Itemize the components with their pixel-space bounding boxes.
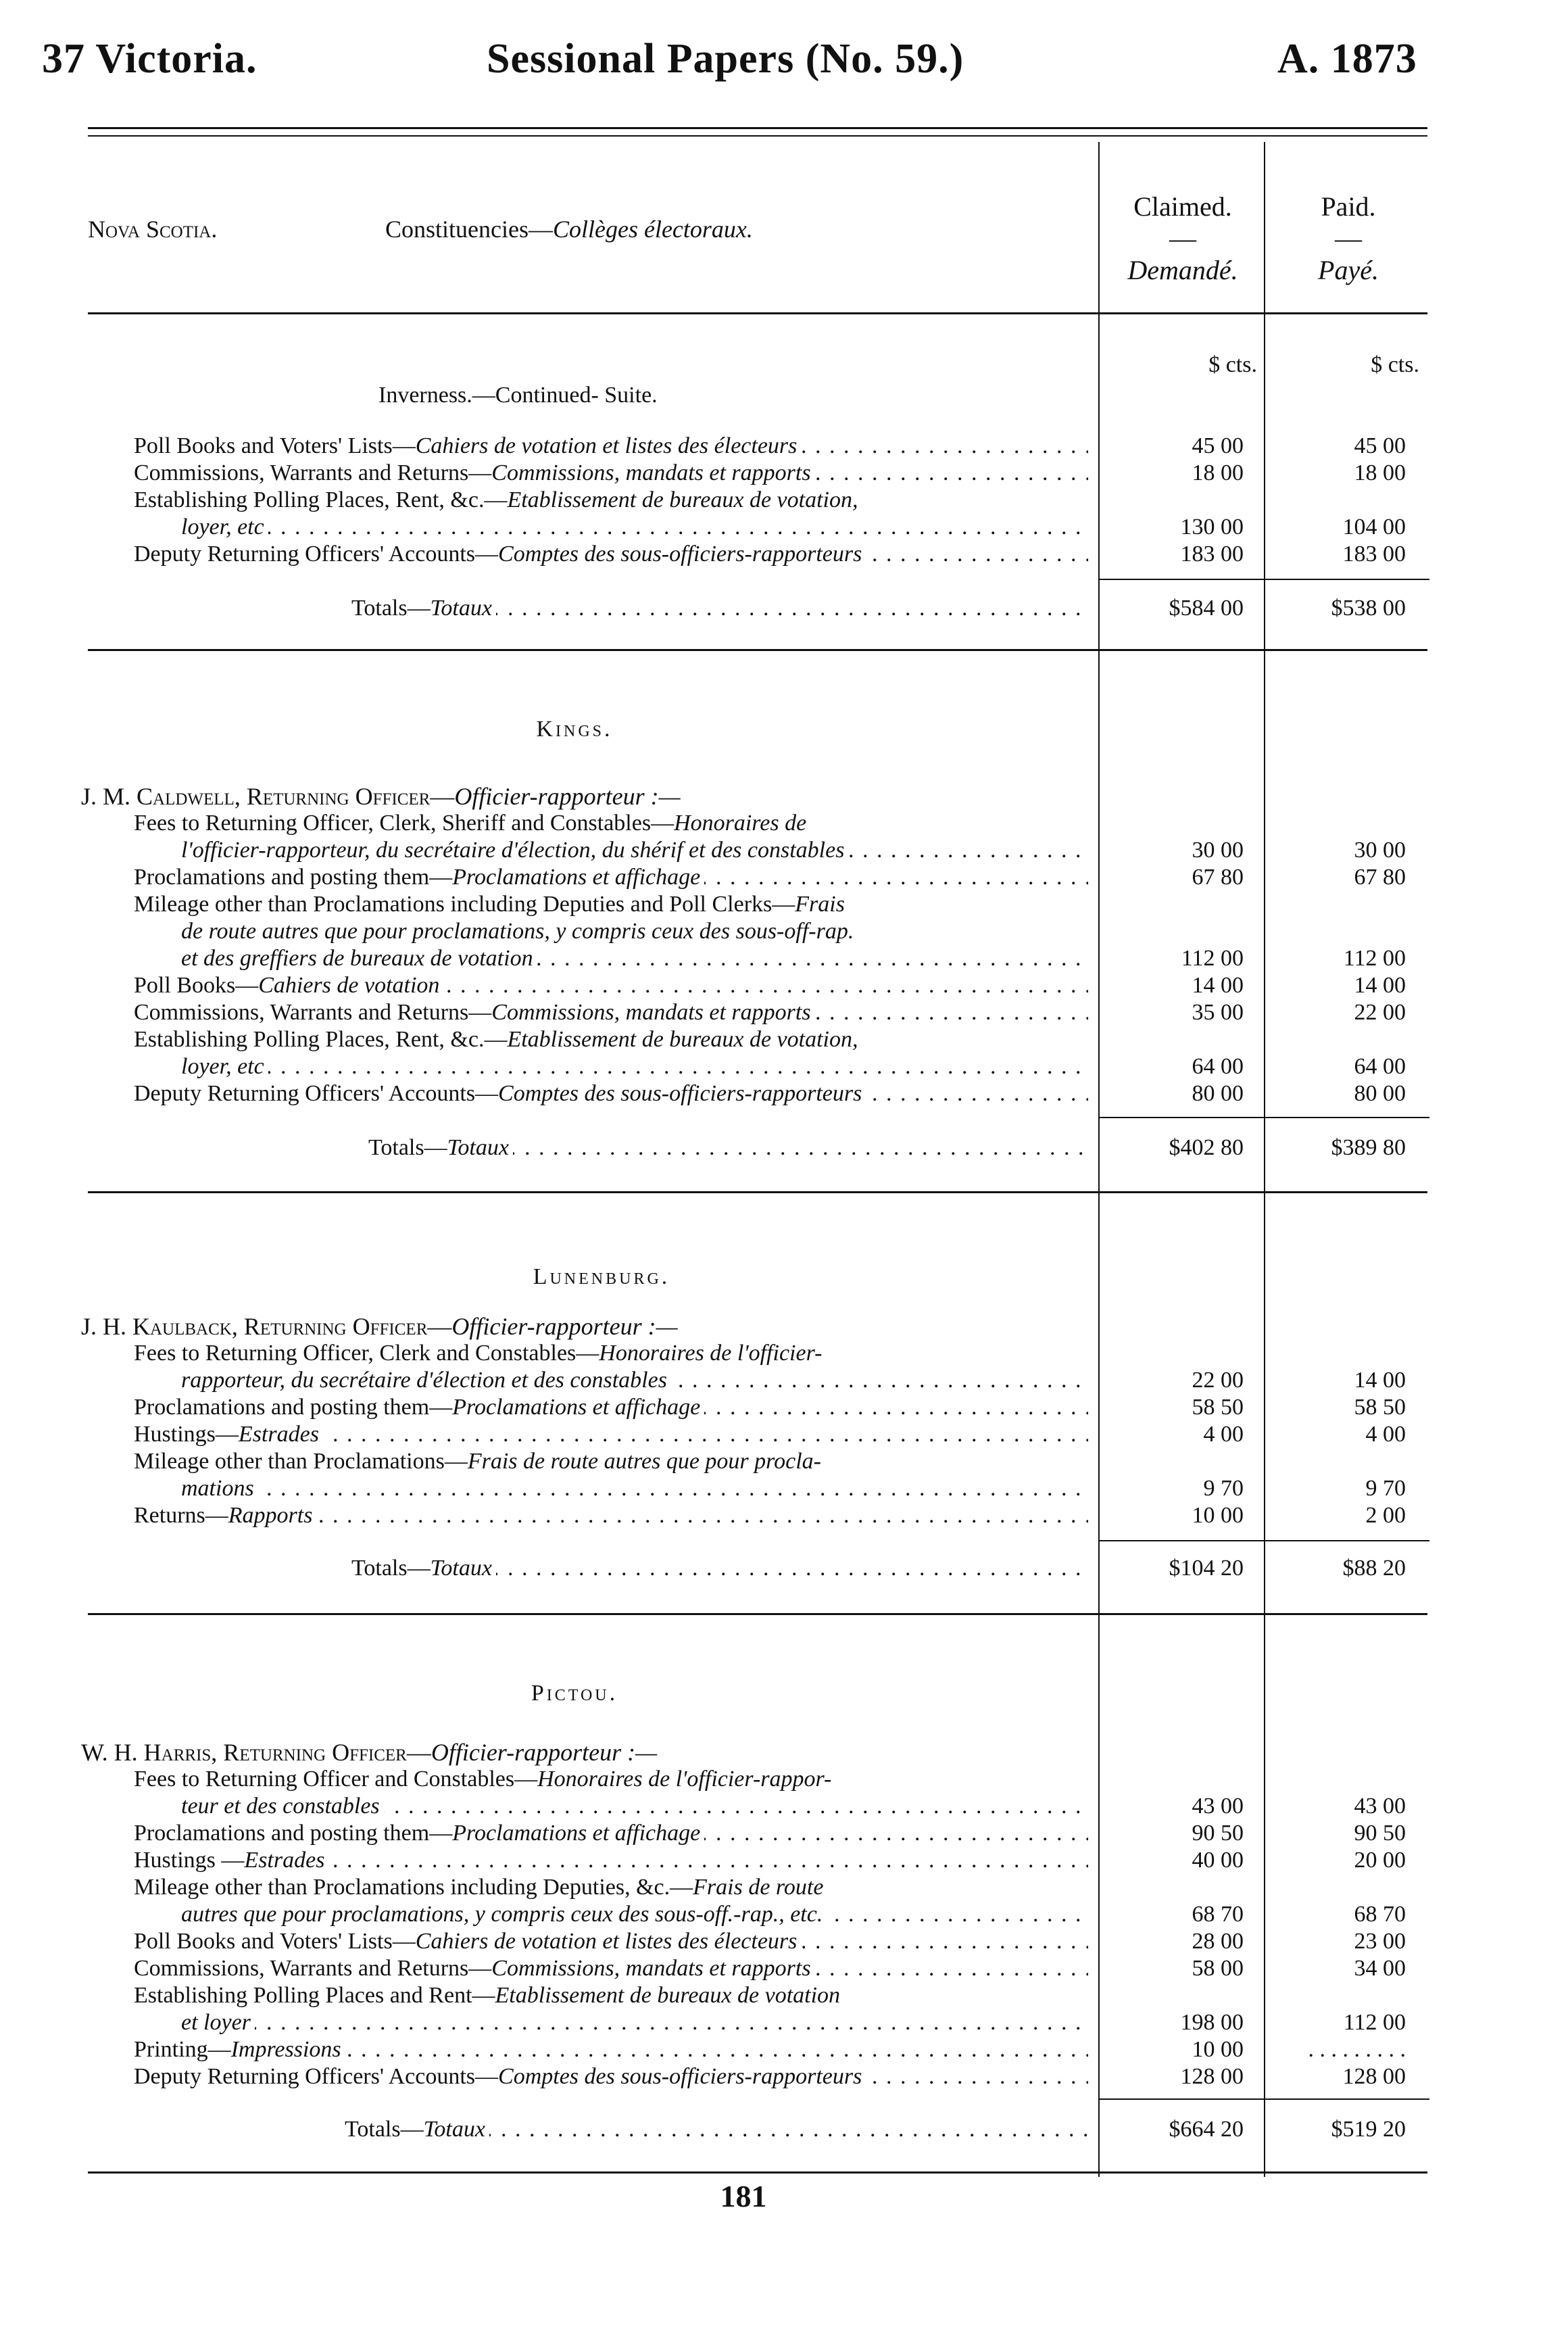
pictou-item-9-label-fr: et loyer [181, 2010, 251, 2035]
pictou-item-10 [134, 2036, 1088, 2063]
claimed-label: Claimed. [1133, 191, 1232, 222]
inverness-item-2-label: Establishing Polling Places, Rent, &c.— [134, 487, 508, 512]
pictou-item-3-label-fr: Estrades [244, 1848, 325, 1873]
lunenburg-item-2-label: Proclamations and posting them— [134, 1395, 453, 1420]
kings-item-5-claimed: 112 00 [1181, 946, 1244, 971]
inverness-item-4-claimed: 183 00 [1180, 542, 1244, 567]
constituencies-label [385, 215, 753, 243]
inverness-item-1-claimed: 18 00 [1192, 460, 1244, 485]
inverness-item-0-label: Poll Books and Voters' Lists— [134, 433, 416, 458]
kings-item-8 [134, 1026, 1088, 1053]
kings-item-10-claimed: 80 00 [1192, 1081, 1244, 1106]
lunenburg-end-rule [88, 1613, 1427, 1615]
pictou-item-3-claimed: 40 00 [1192, 1848, 1244, 1873]
pictou-item-2-claimed: 90 50 [1192, 1821, 1244, 1846]
kings-item-7 [134, 999, 1088, 1026]
pictou-item-7-label-fr: Commissions, mandats et rapports [491, 1956, 811, 1981]
pictou-item-3 [134, 1847, 1088, 1874]
inverness-item-2 [134, 487, 1088, 514]
kings-item-2-claimed: 67 80 [1192, 865, 1244, 890]
column-rule-paid-left [1264, 142, 1265, 2177]
kings-officer [81, 783, 681, 810]
kings-end-rule [88, 1191, 1427, 1193]
pictou-item-8 [134, 1982, 1088, 2009]
pictou-item-1-claimed: 43 00 [1192, 1794, 1244, 1819]
kings-item-1-paid: 30 00 [1354, 838, 1406, 863]
inverness-item-4-label-fr: Comptes des sous-officiers-rapporteurs [498, 542, 862, 567]
pictou-item-5-claimed: 68 70 [1192, 1902, 1244, 1927]
kings-item-2-paid: 67 80 [1354, 865, 1406, 890]
lunenburg-item-6-claimed: 10 00 [1192, 1503, 1244, 1528]
kings-title: Kings. [536, 717, 613, 742]
pictou-item-11-claimed: 128 00 [1180, 2064, 1244, 2089]
kings-item-2-label-fr: Proclamations et affichage [452, 865, 701, 890]
kings-item-6-paid: 14 00 [1354, 973, 1406, 998]
kings-item-3-label: Mileage other than Proclamations including Deputies and Poll Clerks— [134, 892, 795, 917]
kings-subtotal-rule [1098, 1117, 1429, 1118]
kings-item-6-claimed: 14 00 [1192, 973, 1244, 998]
pictou-totals-label: Totals— [345, 2117, 424, 2142]
kings-totals-label: Totals— [368, 1135, 447, 1160]
pictou-item-11 [134, 2063, 1088, 2090]
kings-item-7-label-fr: Commissions, mandats et rapports [491, 1000, 811, 1025]
lunenburg-item-5 [181, 1475, 1088, 1502]
kings-item-5 [181, 945, 1088, 972]
pictou-total-paid: $519 20 [1331, 2117, 1406, 2142]
kings-item-3 [134, 891, 1088, 918]
lunenburg-subtotal-rule [1098, 1540, 1429, 1541]
kings-totals [368, 1134, 1088, 1161]
pictou-item-11-paid: 128 00 [1342, 2064, 1406, 2089]
kings-item-9-label-fr: loyer, etc [181, 1054, 264, 1079]
inverness-total-claimed: $584 00 [1169, 596, 1244, 621]
lunenburg-item-6-paid: 2 00 [1365, 1503, 1406, 1528]
kings-item-5-paid: 112 00 [1343, 946, 1406, 971]
page-header-center: Sessional Papers (No. 59.) [487, 36, 964, 82]
pictou-item-10-paid: . . . . . . . . . [1308, 2037, 1406, 2062]
lunenburg-item-3-claimed: 4 00 [1203, 1422, 1244, 1447]
kings-item-3-label-fr: Frais [795, 892, 845, 917]
pictou-item-10-label: Printing— [134, 2037, 231, 2062]
inverness-item-0-label-fr: Cahiers de votation et listes des électeurs [415, 433, 798, 458]
pictou-officer [81, 1739, 657, 1766]
inverness-item-3-paid: 104 00 [1342, 514, 1406, 539]
pictou-item-5 [181, 1901, 1088, 1928]
kings-officer-fr: Officier-rapporteur :— [454, 783, 681, 810]
paid-dash: — [1335, 223, 1362, 254]
kings-item-5-label-fr: et des greffiers de bureaux de votation [181, 946, 533, 971]
claimed-label-fr: Demandé. [1127, 255, 1238, 285]
lunenburg-item-5-paid: 9 70 [1365, 1476, 1406, 1501]
constituencies-label-en: Constituencies— [385, 216, 553, 243]
pictou-item-2-label-fr: Proclamations et affichage [452, 1821, 701, 1846]
lunenburg-officer [81, 1313, 678, 1340]
kings-item-10-paid: 80 00 [1354, 1081, 1406, 1106]
inverness-end-rule [88, 649, 1427, 651]
lunenburg-item-6 [134, 1502, 1088, 1529]
kings-item-4-label-fr: de route autres que pour proclamations, y compris ceux des sous-off-rap. [181, 919, 854, 944]
lunenburg-total-paid: $88 20 [1342, 1556, 1406, 1581]
pictou-officer-name: W. H. Harris, Returning Officer— [81, 1739, 431, 1766]
inverness-item-3-claimed: 130 00 [1180, 514, 1244, 539]
inverness-subtotal-rule [1098, 579, 1429, 580]
inverness-item-1 [134, 460, 1088, 487]
column-header-rule [88, 312, 1427, 314]
lunenburg-item-1 [181, 1367, 1088, 1394]
column-rule-claimed-left [1098, 142, 1100, 2177]
inverness-item-1-label-fr: Commissions, mandats et rapports [491, 460, 811, 485]
pictou-item-4-label-fr: Frais de route [693, 1875, 824, 1900]
paid-label-fr: Payé. [1318, 255, 1379, 285]
lunenburg-item-0-label: Fees to Returning Officer, Clerk and Constables— [134, 1341, 599, 1366]
inverness-item-2-label-fr: Etablissement de bureaux de votation, [507, 487, 858, 512]
pictou-item-6-paid: 23 00 [1354, 1929, 1406, 1954]
kings-item-0 [134, 810, 1088, 837]
kings-item-7-paid: 22 00 [1354, 1000, 1406, 1025]
lunenburg-item-2-label-fr: Proclamations et affichage [452, 1395, 701, 1420]
inverness-total-paid: $538 00 [1331, 596, 1406, 621]
kings-item-6 [134, 972, 1088, 999]
pictou-item-7-label: Commissions, Warrants and Returns— [134, 1956, 492, 1981]
pictou-item-10-label-fr: Impressions [230, 2037, 341, 2062]
pictou-item-2-label: Proclamations and posting them— [134, 1821, 453, 1846]
lunenburg-item-3-paid: 4 00 [1365, 1422, 1406, 1447]
lunenburg-item-4-label: Mileage other than Proclamations— [134, 1449, 468, 1474]
lunenburg-item-0-label-fr: Honoraires de l'officier- [599, 1341, 823, 1366]
pictou-totals [345, 2116, 1088, 2143]
claimed-column-header [1102, 191, 1264, 286]
kings-item-7-label: Commissions, Warrants and Returns— [134, 1000, 492, 1025]
inverness-item-0-claimed: 45 00 [1192, 433, 1244, 458]
pictou-item-7-claimed: 58 00 [1192, 1956, 1244, 1981]
kings-total-paid: $389 80 [1331, 1135, 1406, 1160]
lunenburg-totals [351, 1555, 1088, 1582]
pictou-item-10-claimed: 10 00 [1192, 2037, 1244, 2062]
kings-item-9-paid: 64 00 [1354, 1054, 1406, 1079]
pictou-item-7 [134, 1955, 1088, 1982]
pictou-item-5-paid: 68 70 [1354, 1902, 1406, 1927]
pictou-item-3-label: Hustings — [134, 1848, 245, 1873]
lunenburg-item-1-claimed: 22 00 [1192, 1368, 1244, 1393]
kings-item-2 [134, 864, 1088, 891]
kings-total-claimed: $402 80 [1169, 1135, 1244, 1160]
kings-item-8-label: Establishing Polling Places, Rent, &c.— [134, 1027, 508, 1052]
inverness-title: Inverness.—Continued- Suite. [378, 383, 658, 408]
province-label: Nova Scotia. [88, 216, 218, 243]
inverness-item-0 [134, 433, 1088, 460]
inverness-item-1-paid: 18 00 [1354, 460, 1406, 485]
paid-column-header [1267, 191, 1429, 286]
inverness-item-0-paid: 45 00 [1354, 433, 1406, 458]
inverness-item-1-label: Commissions, Warrants and Returns— [134, 460, 492, 485]
inverness-item-4-paid: 183 00 [1342, 542, 1406, 567]
lunenburg-item-3 [134, 1421, 1088, 1448]
lunenburg-officer-fr: Officier-rapporteur :— [451, 1313, 678, 1340]
pictou-item-11-label: Deputy Returning Officers' Accounts— [134, 2064, 499, 2089]
lunenburg-item-3-label: Hustings— [134, 1422, 239, 1447]
pictou-item-0 [134, 1766, 1088, 1793]
kings-item-6-label-fr: Cahiers de votation [258, 973, 440, 998]
pictou-subtotal-rule [1098, 2098, 1429, 2100]
lunenburg-officer-name: J. H. Kaulback, Returning Officer— [81, 1313, 452, 1340]
pictou-item-9 [181, 2009, 1088, 2036]
inverness-totals-label: Totals— [351, 596, 431, 621]
lunenburg-title: Lunenburg. [533, 1264, 670, 1289]
pictou-item-1 [181, 1793, 1088, 1820]
kings-item-2-label: Proclamations and posting them— [134, 865, 453, 890]
pictou-officer-fr: Officier-rapporteur :— [431, 1739, 658, 1766]
kings-item-9-claimed: 64 00 [1192, 1054, 1244, 1079]
lunenburg-item-2 [134, 1394, 1088, 1421]
inverness-totals [351, 595, 1088, 622]
pictou-title: Pictou. [531, 1681, 618, 1706]
pictou-end-rule [88, 2171, 1427, 2174]
kings-totals-label-fr: Totaux [447, 1135, 509, 1160]
pictou-item-7-paid: 34 00 [1354, 1956, 1406, 1981]
pictou-item-9-claimed: 198 00 [1180, 2010, 1244, 2035]
lunenburg-item-0 [134, 1340, 1088, 1367]
pictou-item-5-label-fr: autres que pour proclamations, y compris ceux des sous-off.-rap., etc. [181, 1902, 823, 1927]
inverness-currency-claimed: $ cts. [1208, 352, 1257, 377]
kings-item-1 [181, 837, 1088, 864]
pictou-item-6-label-fr: Cahiers de votation et listes des électeurs [415, 1929, 798, 1954]
pictou-item-11-label-fr: Comptes des sous-officiers-rapporteurs [498, 2064, 862, 2089]
constituencies-label-fr: Collèges électoraux. [552, 216, 753, 243]
page-header-left: 37 Victoria. [42, 36, 258, 82]
kings-item-10-label-fr: Comptes des sous-officiers-rapporteurs [498, 1081, 862, 1106]
pictou-item-6 [134, 1928, 1088, 1955]
inverness-currency-paid: $ cts. [1371, 352, 1419, 377]
kings-item-1-label-fr: l'officier-rapporteur, du secrétaire d'élection, du shérif et des constables [181, 838, 845, 863]
claimed-dash: — [1169, 223, 1196, 254]
lunenburg-item-6-label: Returns— [134, 1503, 228, 1528]
pictou-item-2 [134, 1820, 1088, 1847]
lunenburg-totals-label-fr: Totaux [430, 1556, 492, 1581]
pictou-item-1-paid: 43 00 [1354, 1794, 1406, 1819]
pictou-item-4 [134, 1874, 1088, 1901]
inverness-item-4 [134, 541, 1088, 568]
lunenburg-item-4 [134, 1448, 1088, 1475]
pictou-item-4-label: Mileage other than Proclamations including Deputies, &c.— [134, 1875, 693, 1900]
pictou-total-claimed: $664 20 [1169, 2117, 1244, 2142]
inverness-item-4-label: Deputy Returning Officers' Accounts— [134, 542, 499, 567]
kings-item-0-label: Fees to Returning Officer, Clerk, Sheriff and Constables— [134, 811, 675, 836]
lunenburg-item-3-label-fr: Estrades [238, 1422, 319, 1447]
pictou-item-6-claimed: 28 00 [1192, 1929, 1244, 1954]
page-number: 181 [720, 2179, 767, 2213]
lunenburg-item-5-claimed: 9 70 [1203, 1476, 1244, 1501]
pictou-item-0-label: Fees to Returning Officer and Constables— [134, 1767, 538, 1792]
lunenburg-item-6-label-fr: Rapports [228, 1503, 313, 1528]
pictou-item-0-label-fr: Honoraires de l'officier-rappor- [537, 1767, 832, 1792]
kings-item-0-label-fr: Honoraires de [674, 811, 807, 836]
kings-item-1-claimed: 30 00 [1192, 838, 1244, 863]
kings-item-6-label: Poll Books— [134, 973, 259, 998]
kings-item-10 [134, 1080, 1088, 1107]
pictou-item-8-label-fr: Etablissement de bureaux de votation [495, 1983, 841, 2008]
inverness-totals-label-fr: Totaux [430, 596, 492, 621]
kings-item-7-claimed: 35 00 [1192, 1000, 1244, 1025]
pictou-item-1-label-fr: teur et des constables [181, 1794, 380, 1819]
lunenburg-item-2-paid: 58 50 [1354, 1395, 1406, 1420]
kings-item-8-label-fr: Etablissement de bureaux de votation, [507, 1027, 858, 1052]
lunenburg-item-4-label-fr: Frais de route autres que pour procla- [467, 1449, 821, 1474]
kings-item-10-label: Deputy Returning Officers' Accounts— [134, 1081, 499, 1106]
header-rule-top [88, 127, 1427, 129]
inverness-item-3 [181, 514, 1088, 541]
lunenburg-item-5-label-fr: mations [181, 1476, 254, 1501]
header-rule-bottom [88, 135, 1427, 137]
kings-item-9 [181, 1053, 1088, 1080]
kings-item-4 [181, 918, 1088, 945]
kings-officer-name: J. M. Caldwell, Returning Officer— [81, 783, 455, 810]
inverness-item-3-label-fr: loyer, etc [181, 514, 264, 539]
lunenburg-item-2-claimed: 58 50 [1192, 1395, 1244, 1420]
pictou-totals-label-fr: Totaux [423, 2117, 485, 2142]
paid-label: Paid. [1321, 191, 1376, 222]
pictou-item-9-paid: 112 00 [1343, 2010, 1406, 2035]
pictou-item-3-paid: 20 00 [1354, 1848, 1406, 1873]
lunenburg-item-1-label-fr: rapporteur, du secrétaire d'élection et des constables [181, 1368, 667, 1393]
pictou-item-2-paid: 90 50 [1354, 1821, 1406, 1846]
lunenburg-item-1-paid: 14 00 [1354, 1368, 1406, 1393]
lunenburg-total-claimed: $104 20 [1169, 1556, 1244, 1581]
page-header-right: A. 1873 [1277, 36, 1417, 82]
pictou-item-8-label: Establishing Polling Places and Rent— [134, 1983, 495, 2008]
lunenburg-totals-label: Totals— [351, 1556, 431, 1581]
pictou-item-6-label: Poll Books and Voters' Lists— [134, 1929, 416, 1954]
